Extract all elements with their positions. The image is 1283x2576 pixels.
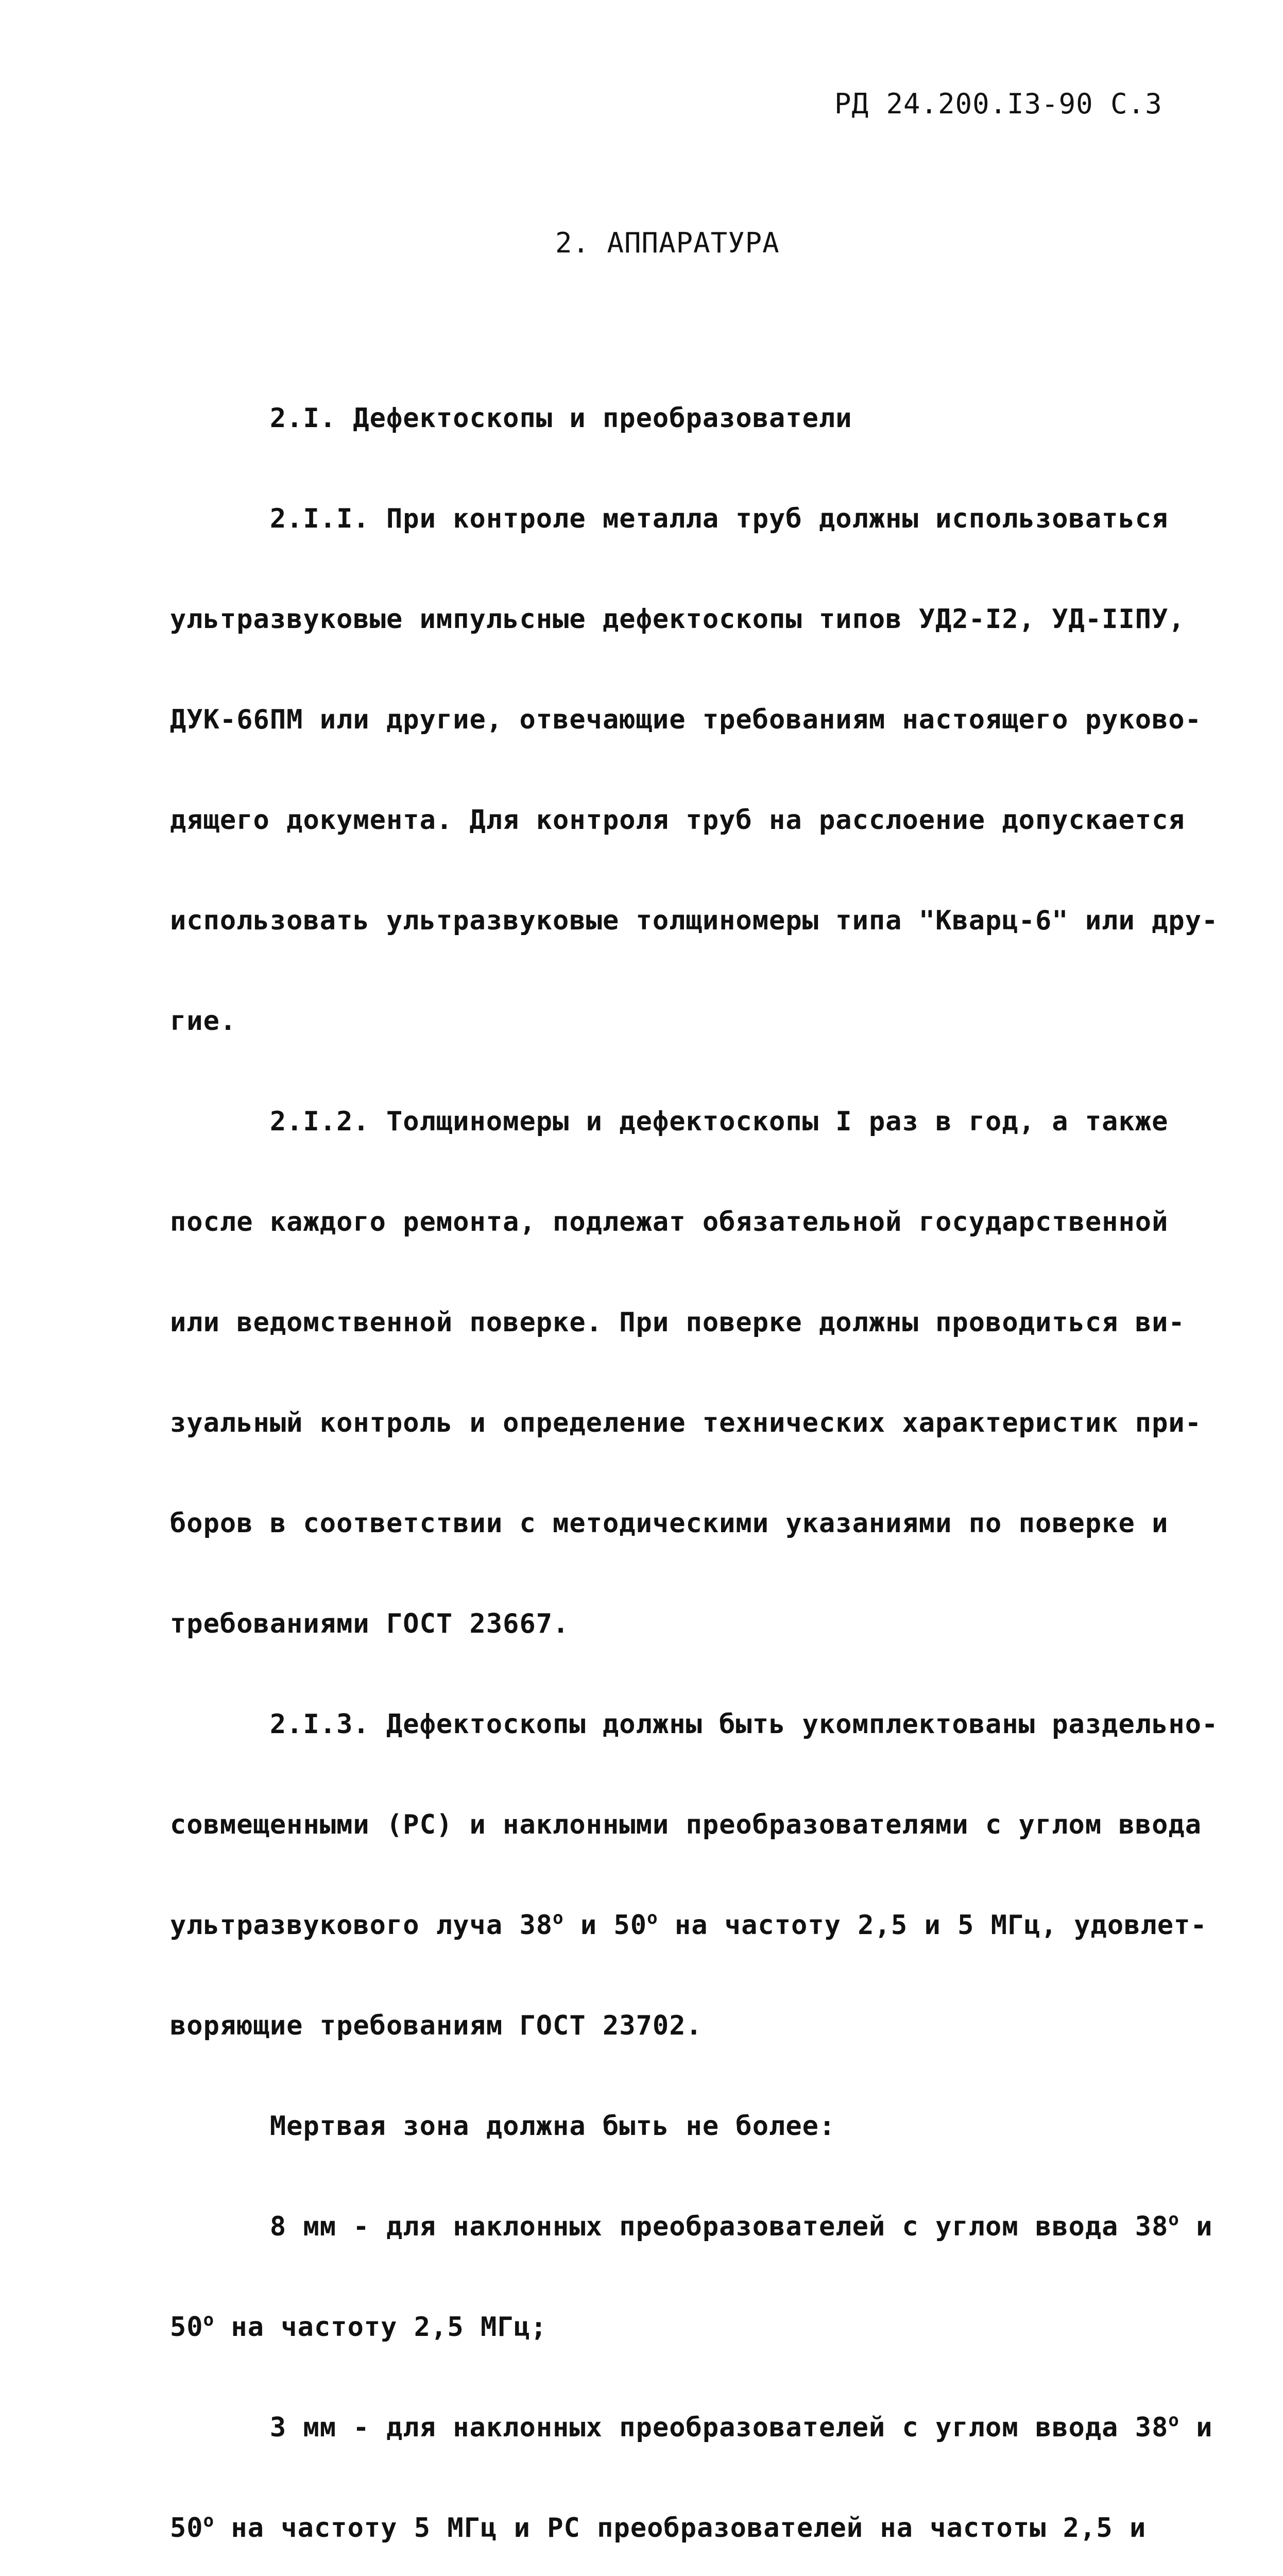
- text-line: 2.I.2. Толщиномеры и дефектоскопы I раз в год, а также: [170, 1106, 1169, 1137]
- text-line: зуальный контроль и определение технических характеристик при-: [170, 1408, 1202, 1438]
- text-line: ультразвукового луча 38$^o$ и 50$^o$ на частоту 2,5 и 5 МГц, удовлет-: [170, 1908, 1207, 1941]
- text-line: требованиями ГОСТ 23667.: [170, 1608, 570, 1639]
- text-line: воряющие требованиям ГОСТ 23702.: [170, 2010, 703, 2041]
- document-reference: РД 24.200.I3-90 С.3: [834, 88, 1162, 120]
- text-line: 2.I.3. Дефектоскопы должны быть укомплектованы раздельно-: [170, 1709, 1219, 1740]
- text-line: гие.: [170, 1006, 237, 1037]
- text-line: 3 мм - для наклонных преобразователей с углом ввода 38$^o$ и: [170, 2410, 1213, 2443]
- text-line: 8 мм - для наклонных преобразователей с углом ввода 38$^o$ и: [170, 2209, 1213, 2242]
- degree-sign: o: [647, 1908, 658, 1928]
- text-line: использовать ультразвуковые толщиномеры типа "Кварц-6" или дру-: [170, 905, 1219, 936]
- text-line: дящего документа. Для контроля труб на расслоение допускается: [170, 805, 1185, 836]
- text-line: совмещенными (РС) и наклонными преобразователями с углом ввода: [170, 1809, 1202, 1840]
- text-line: ДУК-66ПМ или другие, отвечающие требованиям настоящего руково-: [170, 704, 1202, 735]
- degree-sign: o: [1168, 2410, 1179, 2431]
- degree-sign: o: [553, 1908, 564, 1928]
- text-line: ультразвуковые импульсные дефектоскопы типов УД2-I2, УД-IIПУ,: [170, 604, 1185, 635]
- text-line: 2.I.I. При контроле металла труб должны использоваться: [170, 503, 1169, 534]
- body-text: [170, 337, 1219, 2576]
- text-line: 50$^o$ на частоту 2,5 МГц;: [170, 2310, 548, 2343]
- degree-sign: o: [203, 2511, 215, 2531]
- text-line: 2.I. Дефектоскопы и преобразователи: [170, 403, 852, 434]
- text-line: боров в соответствии с методическими указаниями по поверке и: [170, 1508, 1169, 1539]
- degree-sign: o: [203, 2310, 215, 2330]
- text-line: 50$^o$ на частоту 5 МГц и РС преобразователей на частоты 2,5 и: [170, 2511, 1147, 2544]
- text-line: Мертвая зона должна быть не более:: [170, 2111, 836, 2142]
- section-title: 2. АППАРАТУРА: [555, 227, 780, 259]
- text-line: после каждого ремонта, подлежат обязательной государственной: [170, 1207, 1169, 1238]
- degree-sign: o: [1168, 2209, 1179, 2230]
- text-line: или ведомственной поверке. При поверке должны проводиться ви-: [170, 1307, 1185, 1338]
